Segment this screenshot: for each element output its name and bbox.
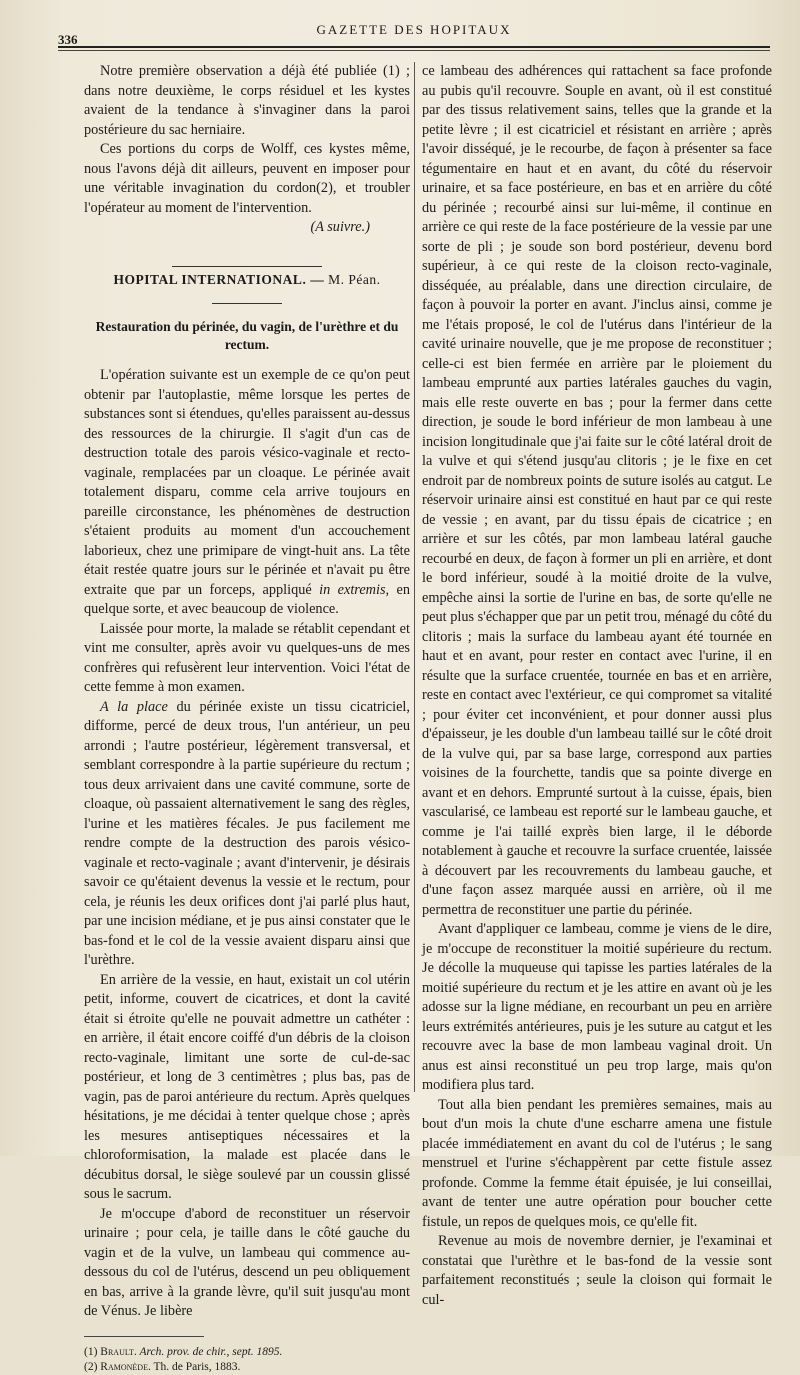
right-column bbox=[422, 62, 772, 1310]
paragraph: L'opération suivante est un exemple de ce qu'on peut obtenir par l'autoplastie, même lorsque les pertes de substances sont si étendues, qu'elles paraissent au-dessus des ressources de la chirurgie. Il s'agit d'un cas de destruction totale des parois vésico-vaginale et recto-vaginale, remplacées par un cloaque. Le périnée avait totalement disparu, comme cela arrive toujours en pareille circonstance, les phénomènes de destruction s'étaient produits au moment d'un accouchement laborieux, chez une primipare de vingt-huit ans. La tête était restée quatre jours sur le périnée et n'avait pu être extraite que par un forceps, appliqué in extremis, en quelque sorte, et avec beaucoup de violence. bbox=[84, 367, 410, 617]
page-number: 336 bbox=[58, 32, 78, 47]
paragraph: Ces portions du corps de Wolff, ces kystes même, nous l'avons déjà dit ailleurs, peuvent en imposer pour une véritable invagination du cordon(2), et troubler l'opérateur au moment de l'intervention. bbox=[84, 141, 410, 216]
paragraph: Je m'occupe d'abord de reconstituer un réservoir urinaire ; pour cela, je taille dans le côté gauche du vagin et de la vulve, un lambeau qui commence au-dessous du col de l'utérus, descend un peu obliquement en bas, arrive à la grande lèvre, qu'il suit jusqu'au mont de Vénus. Je libère bbox=[84, 1205, 410, 1319]
header-rule-thin bbox=[58, 50, 770, 51]
section-title-text: HOPITAL INTERNATIONAL. — bbox=[113, 271, 325, 287]
running-head: GAZETTE DES HOPITAUX bbox=[316, 22, 512, 37]
separator-ornament bbox=[84, 250, 410, 260]
paragraph: Avant d'appliquer ce lambeau, comme je viens de le dire, je m'occupe de reconstituer la moitié supérieure du rectum. Je décolle la muqueuse qui tapisse les parties latérales de la moitié supérieure du rectum et je les attire en avant où je les adosse sur la ligne médiane, en recourbant un peu en arrière leurs extrémités antérieures, puis je les suture au catgut et les recouvre avec la base de mon lambeau vaginal droit. Un anus est ainsi reconstitué un peu trop large, mais qu'on modifiera plus tard. bbox=[422, 921, 772, 1093]
paragraph: A la place du périnée existe un tissu cicatriciel, difforme, percé de deux trous, l'un antérieur, un peu arrondi ; l'autre postérieur, légèrement transversal, et semblant correspondre à la partie supérieure du rectum ; tous deux arrivaient dans une cavité commune, sorte de cloaque, où passaient alternativement le sang des règles, l'urine et les matières fécales. Je pus facilement me rendre compte de la destruction des parois vésico-vaginale et recto-vaginale ; avant d'intervenir, je désirais savoir ce qu'étaient devenus la vessie et le rectum, pour cela, je réunis les deux orifices dont j'ai parlé plus haut, par une incision médiane, et je pus ainsi constater que le bas-fond et le col de la vessie avaient disparu ainsi que l'urèthre. bbox=[84, 698, 410, 968]
paragraph: Notre première observation a déjà été publiée (1) ; dans notre deuxième, le corps résiduel et les kystes avaient de la tendance à s'invaginer dans la paroi postérieure du sac herniaire. bbox=[84, 63, 410, 138]
paragraph: Tout alla bien pendant les premières semaines, mais au bout d'un mois la chute d'une escharre amena une fistule placée immédiatement en avant du col de l'utérus ; le sang menstruel et l'urine s'échappèrent par cette fistule assez profonde. Comme la femme était épuisée, je lui conseillai, avant de tenter une autre opération pour boucher cette fistule, un repos de quelques mois, ce qu'elle fit. bbox=[422, 1096, 772, 1230]
surgeon-name: M. Péan. bbox=[328, 271, 381, 287]
header-rule-thick bbox=[58, 46, 770, 48]
footnote-2: (2) Ramonède. Th. de Paris, 1883. bbox=[84, 1360, 241, 1373]
footnotes bbox=[84, 1345, 410, 1375]
section-title bbox=[84, 270, 410, 290]
title-rule bbox=[212, 303, 282, 304]
left-column bbox=[84, 62, 410, 1375]
footnote-1: (1) Brault. Arch. prov. de chir., sept. 1895. bbox=[84, 1345, 283, 1358]
paragraph: En arrière de la vessie, en haut, existait un col utérin petit, informe, couvert de cicatrices, et dont la cavité était si étroite qu'elle ne pouvait admettre un cathéter : en arrière, il était encore coiffé d'un débris de la cloison recto-vaginale, limitant une sorte de cul-de-sac postérieur, et long de 3 centimètres ; plus bas, pas de vagin, pas de paroi antérieure du rectum. Après quelques hésitations, je me décidai à tenter quelque chose ; après les mesures antiseptiques nécessaires et la chloroformisation, la malade est placée dans le décubitus dorsal, le siège soulevé par un coussin glissé sous le sacrum. bbox=[84, 971, 410, 1202]
column-divider bbox=[414, 62, 415, 1092]
to-follow-note: (A suivre.) bbox=[310, 219, 370, 235]
paragraph: Revenue au mois de novembre dernier, je l'examinai et constatai que l'urèthre et le bas-fond de la vessie sont parfaitement reconstitués ; seule la cloison qui formait le cul- bbox=[422, 1233, 772, 1308]
article-title: Restauration du périnée, du vagin, de l'urèthre et du rectum. bbox=[95, 319, 399, 352]
paragraph: Laissée pour morte, la malade se rétablit cependant et vint me consulter, après avoir vu quelques-uns de mes confrères qui refusèrent leur intervention. Voici l'état de cette femme à mon examen. bbox=[84, 620, 410, 695]
paragraph: ce lambeau des adhérences qui rattachent sa face profonde au pubis qu'il recouvre. Souple en avant, où il est constitué par des tissus relativement sains, telles que la grande et la petite lèvre ; il est cicatriciel et résistant en arrière ; après l'avoir disséqué, je le recourbe, de façon à présenter sa face tégumentaire en haut et en avant, du côté du réservoir urinaire, et sa face postérieure, en bas et en arrière du côté du périnée ; recourbé ainsi sur lui-même, il continue en arrière ce qui reste de la face postérieure de la vessie par une sorte de pli ; je soude son bord postérieur, devenu bord supérieur, à ce qui reste de la cloison recto-vaginale, disséquée, au préalable, dans une direction circulaire, de façon à pouvoir la porter en avant. J'inclus ainsi, comme je me l'étais proposé, le col de l'utérus dans l'intérieur de la cavité urinaire nouvelle, que je me propose de reconstituer ; celle-ci est bien fermée en arrière par le ploiement du lambeau emprunté aux parties latérales gauches du vagin, mais elle reste ouverte en bas ; pour la fermer dans cette direction, je soude le bord inférieur de mon lambeau à une incision longitudinale que j'ai faite sur le côté latéral droit de la vulve et qui s'étend jusqu'au clitoris ; je le fixe en cet endroit par de nombreux points de suture isolés au catgut. Le réservoir urinaire ainsi est constitué en haut par ce qui reste de vessie ; en avant, par du tissu épais de cicatrice ; en arrière et sur les côtés, par mon lambeau latéral gauche recourbé en deux, de façon à former un pli en arrière, et dont le bord inférieur, soudé à la moitié droite de la vulve, empêche ainsi la sortie de l'urine en bas, de sorte qu'elle ne peut plus s'échapper que par un petit trou, ménagé du côté du clitoris ; mais la surface du lambeau ayant été tournée en haut et en avant, pour rester en contact avec l'urine, il en résulte que la surface cruentée, tournée en bas et en arrière, reste en contact avec l'extérieur, ce qui compromet sa vitalité ; pour éviter cet inconvénient, et pour donner aussi plus d'épaisseur, je les double d'un lambeau taillé sur le côté droit de la vulve qui, par sa base large, correspond aux parties voisines de la fourchette, tandis que sa pointe diverge en avant et en dehors. Emprunté surtout à la cuisse, épais, bien vascularisé, ce lambeau est reporté sur le lambeau gauche, et comme je l'ai taillé exprès bien large, il le déborde notablement à gauche et recouvre la surface cruentée, laissée à découvert par les recouvrements du lambeau gauche, et d'une façon assez marquée aussi en arrière, où il me permettra de reconstituer une partie du périnée. bbox=[422, 63, 772, 918]
footnote-rule bbox=[84, 1336, 204, 1337]
